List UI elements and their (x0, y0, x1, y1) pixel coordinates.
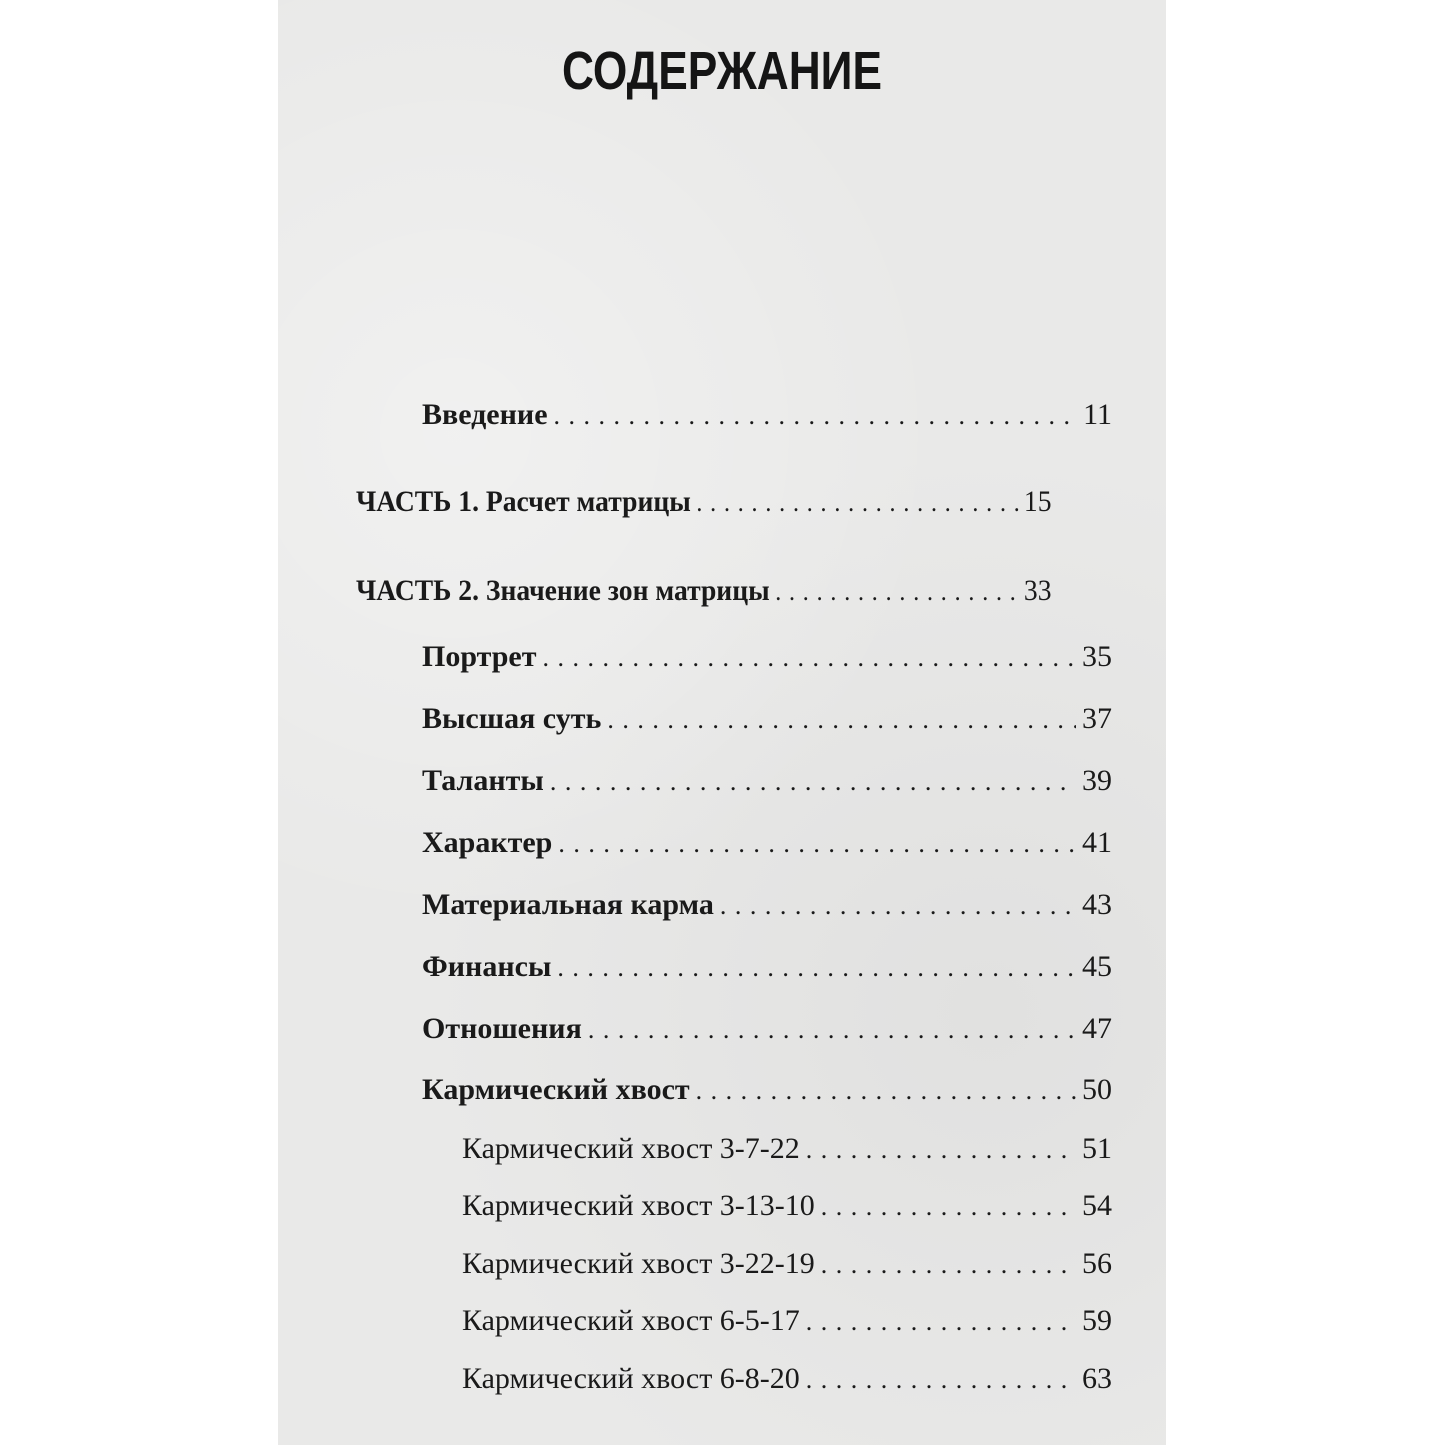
toc-entry-label: Кармический хвост 3-13-10 (462, 1189, 815, 1222)
toc-entry-material-karma (422, 888, 1112, 922)
toc-entry-introduction (422, 398, 1112, 432)
toc-entry-label: Кармический хвост (422, 1073, 690, 1106)
toc-page-number: 15 (1023, 485, 1052, 518)
toc-entry-label: ЧАСТЬ 2. Значение зон матрицы (356, 574, 770, 607)
toc-entry-label: Таланты (422, 764, 544, 797)
toc-entry-karmic-tail-3-22-19 (462, 1247, 1112, 1281)
dot-leader (720, 891, 1076, 921)
toc-page-number: 39 (1082, 764, 1112, 797)
book-page (278, 0, 1166, 1445)
toc-entry-karmic-tail (422, 1073, 1112, 1107)
dot-leader (775, 577, 1018, 607)
toc-entry-karmic-tail-6-8-20 (462, 1362, 1112, 1396)
toc-entry-higher-essence (422, 702, 1112, 736)
toc-page-number: 43 (1082, 888, 1112, 921)
toc-entry-label: Кармический хвост 6-5-17 (462, 1304, 800, 1337)
toc-page-number: 45 (1082, 950, 1112, 983)
toc-entry-character (422, 826, 1112, 860)
toc-page-number: 59 (1082, 1304, 1112, 1337)
toc-page-number: 33 (1023, 574, 1052, 607)
toc-entry-label: ЧАСТЬ 1. Расчет матрицы (356, 485, 691, 518)
toc-entry-label: Высшая суть (422, 702, 602, 735)
toc-entry-karmic-tail-6-5-17 (462, 1304, 1112, 1338)
toc-entry-label: Введение (422, 398, 548, 431)
dot-leader (821, 1192, 1076, 1222)
toc-entry-label: Кармический хвост 6-8-20 (462, 1362, 800, 1395)
toc-entry-part-2 (356, 574, 1052, 608)
toc-page-number: 63 (1082, 1362, 1112, 1395)
dot-leader (806, 1135, 1076, 1165)
toc-entry-label: Характер (422, 826, 553, 859)
dot-leader (550, 767, 1076, 797)
dot-leader (806, 1307, 1076, 1337)
toc-page-number: 35 (1082, 640, 1112, 673)
toc-page-number: 54 (1082, 1189, 1112, 1222)
dot-leader (607, 705, 1076, 735)
toc-page-number: 11 (1083, 398, 1112, 431)
toc-entry-finances (422, 950, 1112, 984)
toc-entry-relationships (422, 1012, 1112, 1046)
dot-leader (588, 1015, 1076, 1045)
toc-page-number: 47 (1082, 1012, 1112, 1045)
toc-entry-karmic-tail-3-7-22 (462, 1132, 1112, 1166)
dot-leader (821, 1250, 1076, 1280)
toc-page-number: 41 (1082, 826, 1112, 859)
toc-page-number: 51 (1082, 1132, 1112, 1165)
toc-entry-label: Финансы (422, 950, 552, 983)
page-title: СОДЕРЖАНИЕ (561, 41, 883, 101)
toc-entry-talents (422, 764, 1112, 798)
dot-leader (696, 488, 1018, 518)
toc-page-number: 37 (1082, 702, 1112, 735)
toc-entry-label: Кармический хвост 3-22-19 (462, 1247, 815, 1280)
toc-page-number: 50 (1082, 1073, 1112, 1106)
toc-entry-label: Кармический хвост 3-7-22 (462, 1132, 800, 1165)
toc-entry-label: Отношения (422, 1012, 582, 1045)
dot-leader (554, 401, 1078, 431)
dot-leader (542, 643, 1076, 673)
dot-leader (696, 1076, 1076, 1106)
toc-page-number: 56 (1082, 1247, 1112, 1280)
toc-entry-karmic-tail-3-13-10 (462, 1189, 1112, 1223)
toc-entry-portrait (422, 640, 1112, 674)
toc-entry-label: Портрет (422, 640, 537, 673)
dot-leader (806, 1365, 1076, 1395)
toc-entry-part-1 (356, 485, 1052, 519)
dot-leader (557, 953, 1076, 983)
toc-entry-label: Материальная карма (422, 888, 714, 921)
dot-leader (558, 829, 1076, 859)
